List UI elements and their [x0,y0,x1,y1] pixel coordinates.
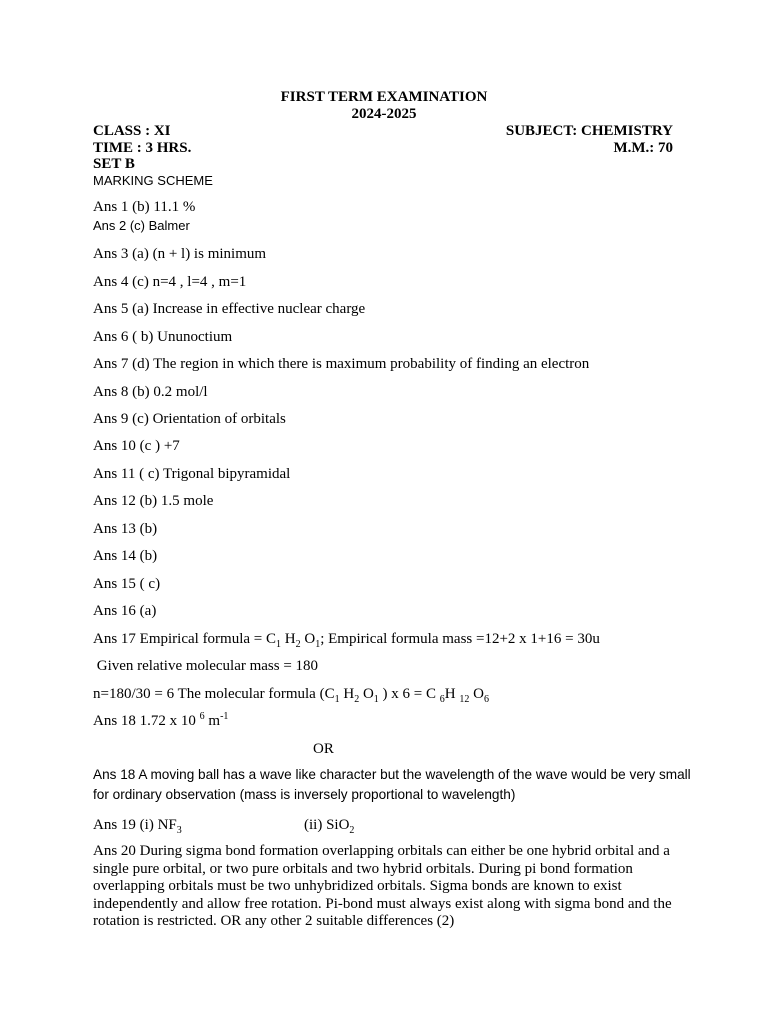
answer-14: Ans 14 (b) [93,548,158,564]
answer-18-alternative: Ans 18 A moving ball has a wave like character but the wavelength of the wave would be very small for ordinary observation (mass is inversely proportional to wavelength) [93,767,691,802]
answer-16: Ans 16 (a) [93,603,157,619]
marking-scheme-label: MARKING SCHEME [93,173,213,188]
set-label: SET B [93,156,135,172]
answer-6: Ans 6 ( b) Ununoctium [93,329,233,345]
answer-17-line-3: n=180/30 = 6 The molecular formula ($C_1$ $H_2$ $O_1$ ) x 6 = C $_6$H $_{12}$ $O_6$ [93,686,489,705]
or-separator: OR [313,741,334,757]
answer-5: Ans 5 (a) Increase in effective nuclear charge [93,301,366,317]
answer-4: Ans 4 (c) n=4 , l=4 , m=1 [93,274,247,290]
answer-18: Ans 18 1.72 x 10 $^6$ $m^{-1}$ [93,711,229,729]
answer-15: Ans 15 ( c) [93,576,161,592]
class-label: CLASS : XI [93,123,171,139]
answer-3: Ans 3 (a) (n + l) is minimum [93,246,267,262]
answer-20: Ans 20 During sigma bond formation overlapping orbitals can either be one hybrid orbital and a single pure orbital, or two pure orbitals and two hybrid orbitals. During pi bond formation overlapping orbitals must be two unhybridized orbitals. Sigma bonds are known to exist independently and allow free rotation. Pi-bond must always exist along with sigma bond and the rotation is restricted. OR any other 2 suitable differences (2) [93,843,672,930]
time-label: TIME : 3 HRS. [93,140,192,156]
answer-7: Ans 7 (d) The region in which there is maximum probability of finding an electron [93,356,590,372]
answer-17-line-2: Given relative molecular mass = 180 [93,658,319,674]
answer-1: Ans 1 (b) 11.1 % [93,199,196,215]
answer-2: Ans 2 (c) Balmer [93,218,190,233]
answer-8: Ans 8 (b) 0.2 mol/l [93,384,208,400]
exam-year: 2024-2025 [351,106,417,122]
answer-19: Ans 19 (i) $NF_3$ [93,817,182,836]
answer-11: Ans 11 ( c) Trigonal bipyramidal [93,466,291,482]
answer-10: Ans 10 (c ) +7 [93,438,180,454]
answer-13: Ans 13 (b) [93,521,158,537]
answer-12: Ans 12 (b) 1.5 mole [93,493,214,509]
max-marks-label: M.M.: 70 [613,140,673,156]
answer-9: Ans 9 (c) Orientation of orbitals [93,411,286,427]
answer-17-line-1: Ans 17 Empirical formula = $C_1$ $H_2$ $O_1$; Empirical formula mass =12+2 x 1+16 = 30u [93,631,600,650]
answer-19-part-2: (ii) SiO$_2$ [304,817,355,836]
subject-label: SUBJECT: CHEMISTRY [505,123,673,139]
exam-title: FIRST TERM EXAMINATION [280,89,488,105]
